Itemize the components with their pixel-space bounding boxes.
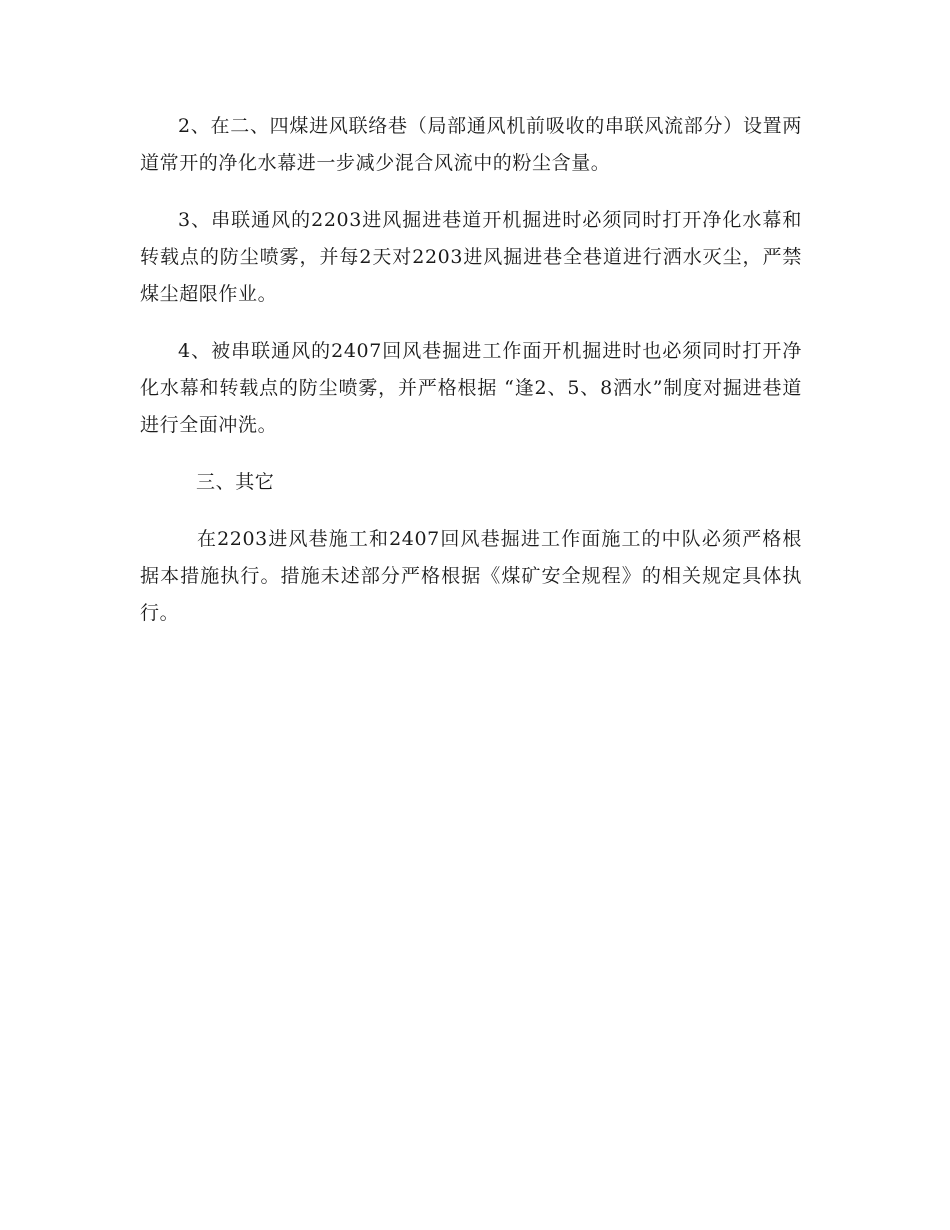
section-heading: 三、其它 <box>196 471 275 493</box>
paragraph-item-4: 4、被串联通风的2407回风巷掘进工作面开机掘进时也必须同时打开净化水幕和转载点的防尘喷雾，并严格根据 “逢2、5、8洒水”制度对掘进巷道进行全面冲洗。 <box>140 340 802 436</box>
paragraph-item-3: 3、串联通风的2203进风掘进巷道开机掘进时必须同时打开净化水幕和转载点的防尘喷雾，并每2天对2203进风掘进巷全巷道进行洒水灭尘，严禁煤尘超限作业。 <box>140 209 802 305</box>
paragraph-item-2: 2、在二、四煤进风联络巷（局部通风机前吸收的串联风流部分）设置两道常开的净化水幕进一步减少混合风流中的粉尘含量。 <box>140 115 802 174</box>
document-body <box>140 108 802 652</box>
closing-paragraph: 在2203进风巷施工和2407回风巷掘进工作面施工的中队必须严格根据本措施执行。措施未述部分严格根据《煤矿安全规程》的相关规定具体执行。 <box>140 528 802 624</box>
